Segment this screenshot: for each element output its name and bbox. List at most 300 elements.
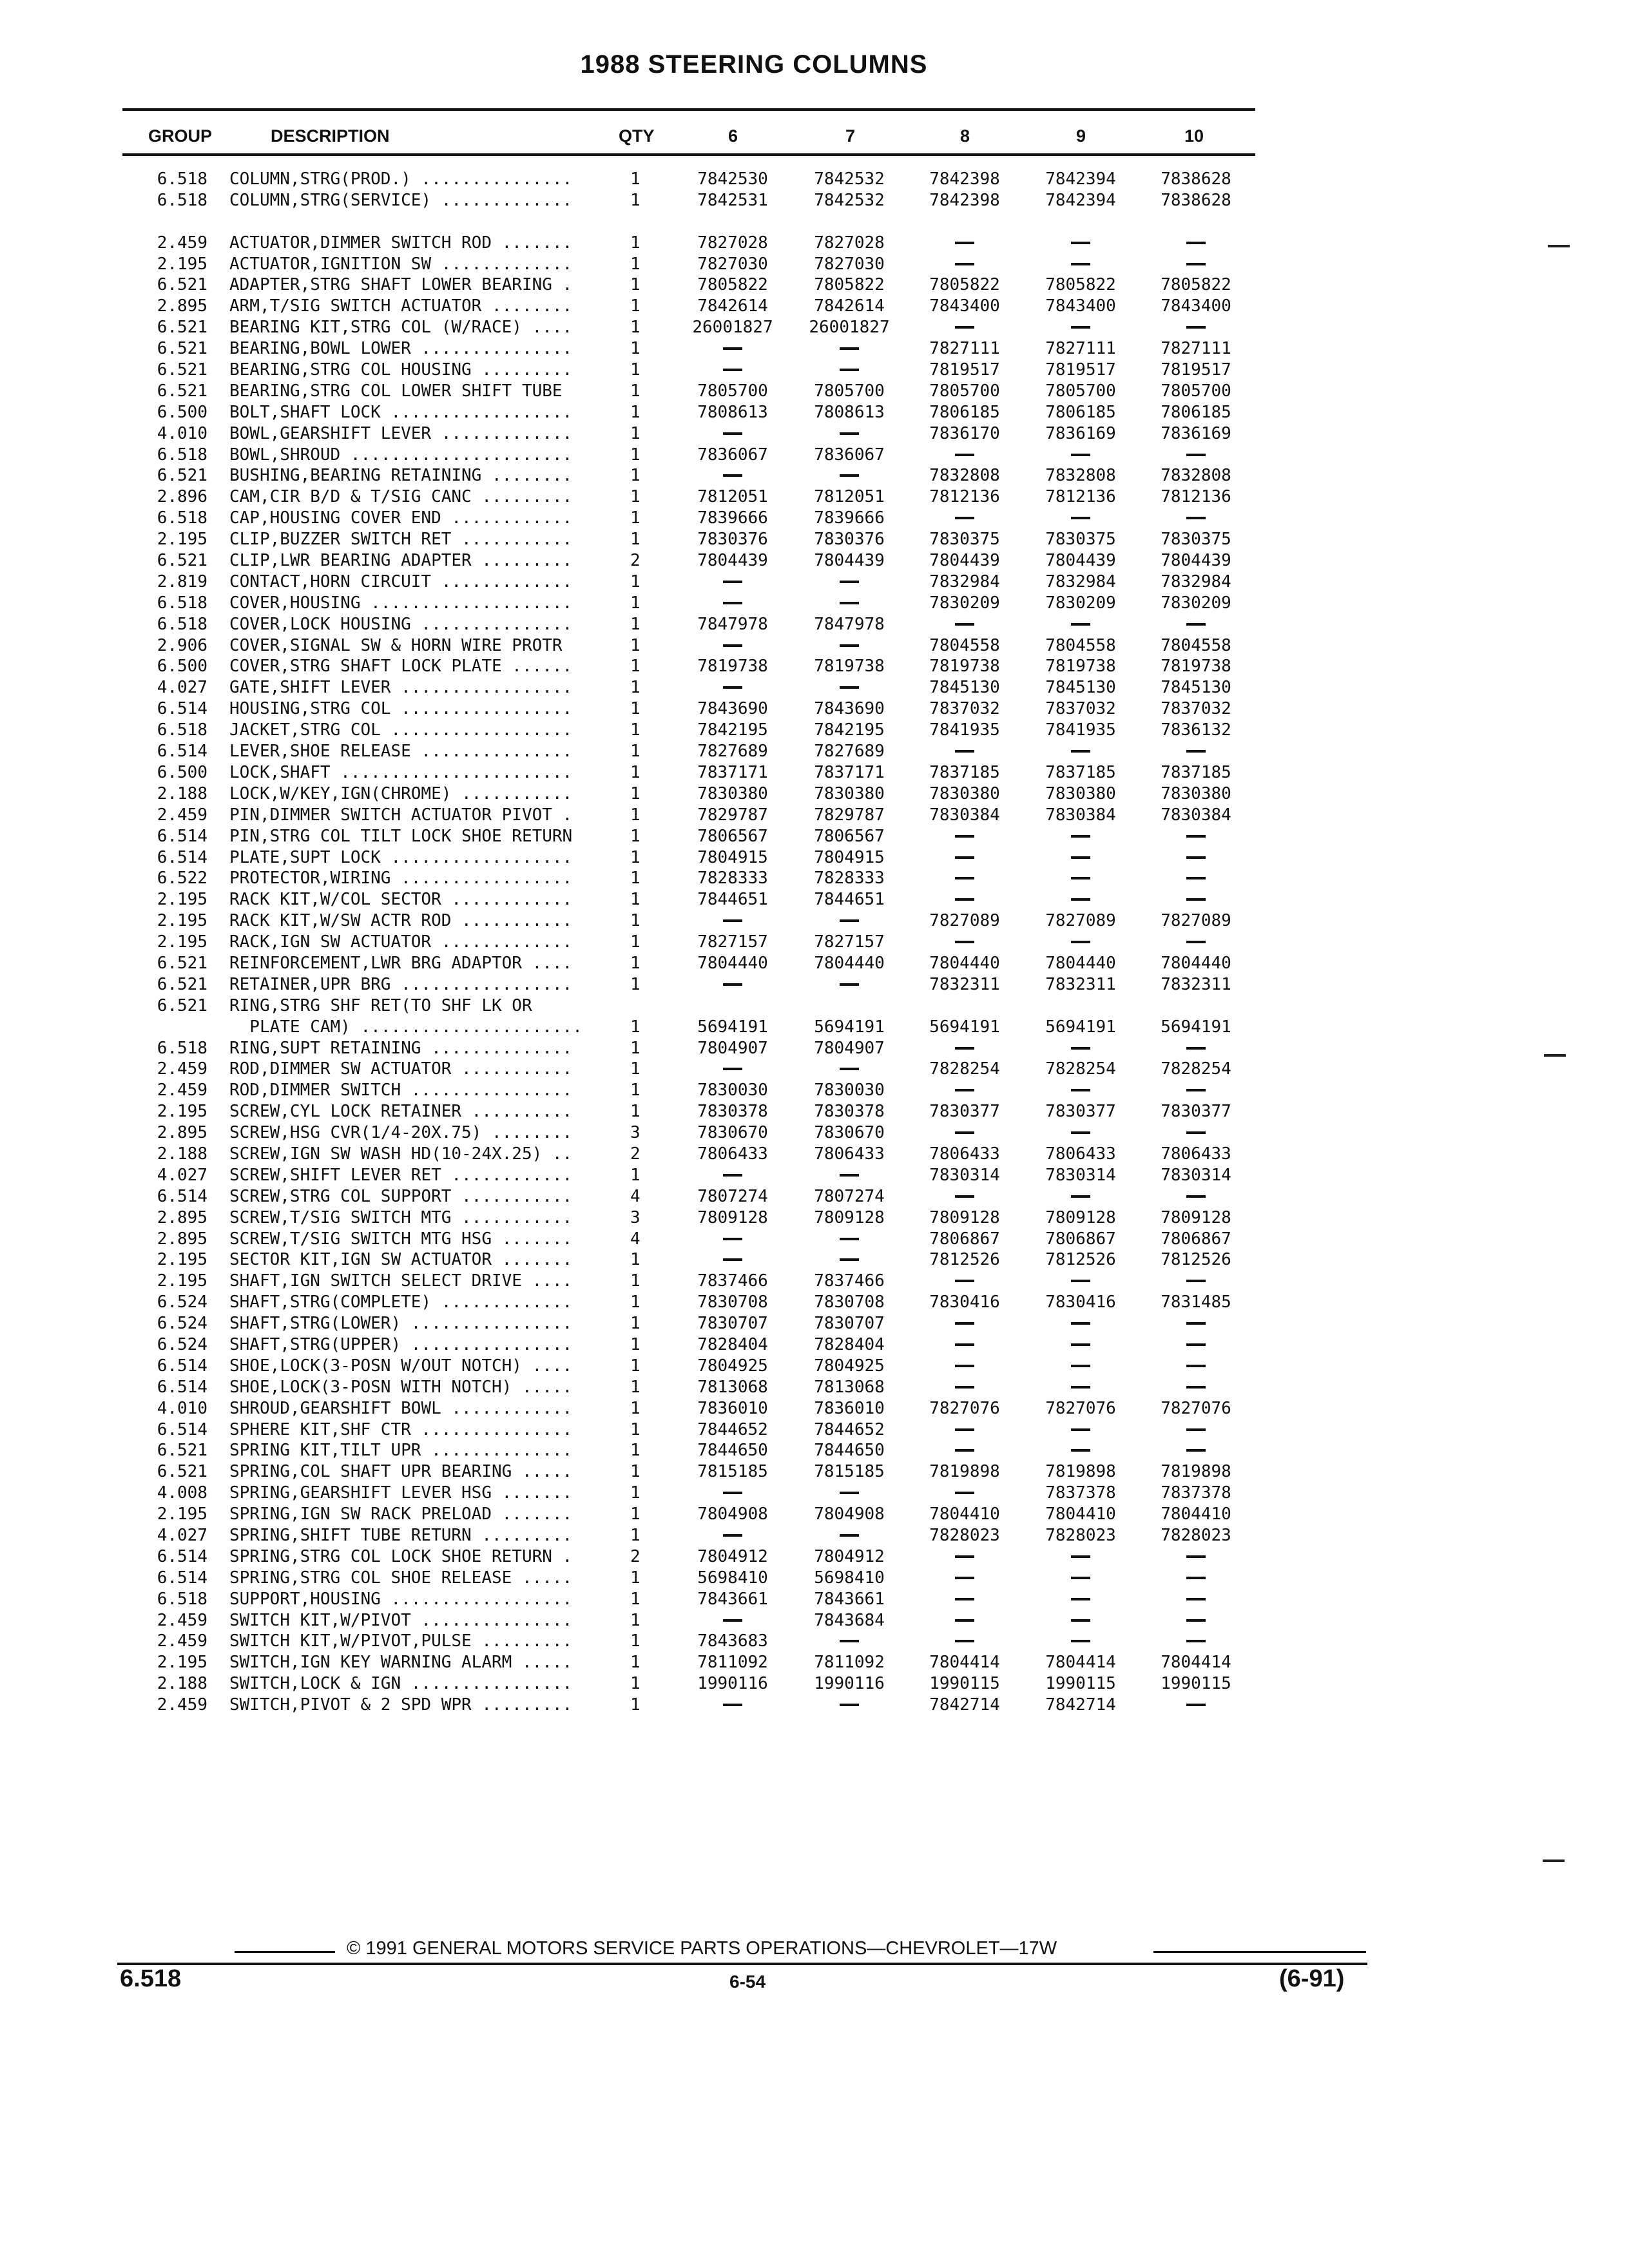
part-cell-9: 7842394 [1045,190,1116,210]
part-cell-8: 1990115 [929,1674,1000,1694]
table-row [0,1356,1629,1377]
part-cell-9: 7837378 [1045,1483,1116,1503]
description-cell: SHAFT,STRG(COMPLETE) ............. [229,1293,573,1312]
not-applicable-dash [955,623,974,626]
table-row [0,423,1629,445]
qty-cell: 1 [630,869,641,889]
part-cell-8: 7819898 [929,1462,1000,1482]
part-cell-9: 7812526 [1045,1250,1116,1270]
part-cell-8: 7843400 [929,296,1000,316]
part-cell-8: 7828023 [929,1526,1000,1545]
not-applicable-dash [840,602,859,604]
part-cell-6: 7804907 [697,1038,768,1058]
table-row [0,677,1629,698]
description-cell: ARM,T/SIG SWITCH ACTUATOR ........ [229,296,573,316]
qty-cell: 1 [630,1631,641,1651]
part-cell-6: 7804440 [697,953,768,973]
part-cell-9: 7812136 [1045,487,1116,507]
table-row [0,1059,1629,1080]
header-column-6: 6 [728,126,738,146]
description-cell: RACK,IGN SW ACTUATOR ............. [229,932,573,952]
group-cell: 6.524 [157,1314,207,1334]
group-cell: 2.188 [157,1674,207,1694]
header-rule [122,153,1255,156]
table-row [0,211,1629,233]
part-cell-6: 7804908 [697,1504,768,1524]
part-cell-9: 7830209 [1045,593,1116,613]
not-applicable-dash [955,1492,974,1494]
description-cell: SCREW,STRG COL SUPPORT ........... [229,1186,573,1206]
group-cell: 6.521 [157,953,207,973]
part-cell-10: 7819738 [1161,657,1231,677]
not-applicable-dash [1071,898,1090,901]
qty-cell: 1 [630,805,641,825]
qty-cell: 1 [630,911,641,931]
part-cell-9: 1990115 [1045,1674,1116,1694]
part-cell-9: 7827076 [1045,1398,1116,1418]
not-applicable-dash [955,1428,974,1431]
header-column-8: 8 [960,126,970,146]
part-cell-10: 7830377 [1161,1102,1231,1122]
description-cell: CLIP,BUZZER SWITCH RET ........... [229,530,573,550]
table-row [0,508,1629,529]
not-applicable-dash [1186,898,1206,901]
part-cell-8: 7805822 [929,275,1000,295]
part-cell-10: 7843400 [1161,296,1231,316]
description-cell: SHAFT,STRG(UPPER) ................ [229,1334,573,1354]
part-cell-9: 7832808 [1045,466,1116,486]
header-column-7: 7 [845,126,856,146]
not-applicable-dash [723,347,742,350]
part-cell-10: 7838628 [1161,190,1231,210]
qty-cell: 1 [630,530,641,550]
not-applicable-dash [1071,623,1090,626]
not-applicable-dash [1071,877,1090,879]
part-cell-8: 7812526 [929,1250,1000,1270]
qty-cell: 1 [630,318,641,338]
part-cell-7: 5694191 [814,1017,885,1037]
part-cell-8: 7804439 [929,551,1000,571]
part-cell-8: 7819517 [929,360,1000,380]
description-cell: ROD,DIMMER SWITCH ................ [229,1081,573,1100]
not-applicable-dash [1186,1577,1206,1579]
part-cell-7: 7815185 [814,1462,885,1482]
not-applicable-dash [1186,1343,1206,1346]
qty-cell: 1 [630,614,641,634]
not-applicable-dash [723,983,742,986]
part-cell-7: 7843684 [814,1610,885,1630]
header-description: DESCRIPTION [271,126,390,146]
not-applicable-dash [840,581,859,583]
qty-cell: 1 [630,1610,641,1630]
table-row [0,572,1629,593]
not-applicable-dash [723,581,742,583]
not-applicable-dash [840,686,859,689]
part-cell-10: 7830384 [1161,805,1231,825]
part-cell-6: 7805700 [697,381,768,401]
part-cell-7: 7804915 [814,847,885,867]
part-cell-10: 7828023 [1161,1526,1231,1545]
group-cell: 6.500 [157,402,207,422]
table-row [0,1144,1629,1165]
qty-cell: 1 [630,169,641,189]
description-cell: SWITCH,PIVOT & 2 SPD WPR ......... [229,1695,573,1715]
parts-table [0,169,1629,1716]
part-cell-10: 7838628 [1161,169,1231,189]
part-cell-8: 7819738 [929,657,1000,677]
description-cell: SPRING,COL SHAFT UPR BEARING ..... [229,1462,573,1482]
part-cell-6: 7811092 [697,1653,768,1673]
group-cell: 4.027 [157,1526,207,1545]
part-cell-10: 7831485 [1161,1293,1231,1312]
part-cell-6: 7812051 [697,487,768,507]
part-cell-7: 7804440 [814,953,885,973]
group-cell: 4.010 [157,423,207,443]
table-row [0,360,1629,381]
not-applicable-dash [1186,1598,1206,1600]
part-cell-7: 7830030 [814,1081,885,1100]
not-applicable-dash [955,1089,974,1091]
not-applicable-dash [1071,941,1090,943]
group-cell: 2.188 [157,1144,207,1164]
table-row [0,1695,1629,1716]
not-applicable-dash [955,1598,974,1600]
part-cell-10: 7827089 [1161,911,1231,931]
part-cell-6: 7837466 [697,1271,768,1291]
table-row [0,274,1629,296]
not-applicable-dash [723,474,742,477]
qty-cell: 1 [630,1165,641,1185]
part-cell-9: 7819898 [1045,1462,1116,1482]
part-cell-6: 7842531 [697,190,768,210]
part-cell-8: 7830377 [929,1102,1000,1122]
description-cell: SCREW,CYL LOCK RETAINER .......... [229,1102,573,1122]
part-cell-6: 7843683 [697,1631,768,1651]
part-cell-8: 7830380 [929,783,1000,803]
footer-page-number: 6-54 [729,1972,766,1992]
description-cell: BOWL,SHROUD ...................... [229,445,573,465]
group-cell: 6.524 [157,1293,207,1312]
not-applicable-dash [1186,1704,1206,1706]
description-cell: COVER,SIGNAL SW & HORN WIRE PROTR [229,635,563,655]
not-applicable-dash [955,1047,974,1050]
not-applicable-dash [955,1449,974,1452]
group-cell: 2.195 [157,1271,207,1291]
not-applicable-dash [723,369,742,371]
description-cell: SPRING KIT,TILT UPR .............. [229,1441,573,1461]
qty-cell: 1 [630,742,641,762]
part-cell-9: 7832984 [1045,572,1116,591]
part-cell-7: 7805700 [814,381,885,401]
description-cell: CAM,CIR B/D & T/SIG CANC ......... [229,487,573,507]
not-applicable-dash [1186,1555,1206,1558]
not-applicable-dash [1186,1428,1206,1431]
group-cell: 6.521 [157,1462,207,1482]
description-cell: SHAFT,STRG(LOWER) ................ [229,1314,573,1334]
table-row [0,1461,1629,1483]
table-row [0,953,1629,974]
group-cell: 6.518 [157,720,207,740]
description-cell: SPHERE KIT,SHF CTR ............... [229,1419,573,1439]
group-cell: 2.895 [157,1123,207,1143]
qty-cell: 1 [630,190,641,210]
table-row [0,486,1629,508]
part-cell-10: 7832808 [1161,466,1231,486]
part-cell-8: 7806185 [929,402,1000,422]
not-applicable-dash [1186,1449,1206,1452]
qty-cell: 2 [630,1546,641,1566]
description-cell: JACKET,STRG COL .................. [229,720,573,740]
group-cell: 6.514 [157,826,207,846]
description-cell: SCREW,T/SIG SWITCH MTG ........... [229,1207,573,1227]
group-cell: 2.195 [157,530,207,550]
part-cell-7: 7827689 [814,742,885,762]
part-cell-7: 7804925 [814,1356,885,1376]
group-cell: 6.514 [157,1546,207,1566]
description-cell: COVER,HOUSING .................... [229,593,573,613]
part-cell-6: 7843661 [697,1589,768,1609]
group-cell: 6.514 [157,699,207,719]
not-applicable-dash [955,835,974,838]
qty-cell: 1 [630,1674,641,1694]
not-applicable-dash [1071,835,1090,838]
part-cell-6: 7844651 [697,890,768,910]
not-applicable-dash [1071,454,1090,456]
qty-cell: 1 [630,445,641,465]
part-cell-8: 7832311 [929,974,1000,994]
group-cell: 6.518 [157,593,207,613]
description-cell: SPRING,GEARSHIFT LEVER HSG ....... [229,1483,573,1503]
part-cell-6: 7806433 [697,1144,768,1164]
not-applicable-dash [723,1619,742,1622]
not-applicable-dash [840,1704,859,1706]
not-applicable-dash [955,1131,974,1134]
part-cell-9: 5694191 [1045,1017,1116,1037]
part-cell-6: 7807274 [697,1186,768,1206]
group-cell: 6.521 [157,339,207,359]
table-row [0,1080,1629,1101]
not-applicable-dash [1186,326,1206,329]
qty-cell: 1 [630,381,641,401]
not-applicable-dash [1071,1386,1090,1389]
not-applicable-dash [840,347,859,350]
qty-cell: 1 [630,1504,641,1524]
table-row [0,254,1629,275]
description-cell: LOCK,W/KEY,IGN(CHROME) ........... [229,783,573,803]
not-applicable-dash [723,1258,742,1261]
part-cell-6: 1990116 [697,1674,768,1694]
table-row [0,550,1629,572]
header-column-10: 10 [1184,126,1204,146]
part-cell-6: 26001827 [692,318,773,338]
part-cell-10: 7812526 [1161,1250,1231,1270]
not-applicable-dash [840,1238,859,1240]
qty-cell: 1 [630,1589,641,1609]
description-cell: LEVER,SHOE RELEASE ............... [229,742,573,762]
qty-cell: 1 [630,1441,641,1461]
description-cell: SHOE,LOCK(3-POSN WITH NOTCH) ..... [229,1377,573,1397]
group-cell: 6.514 [157,1186,207,1206]
group-cell: 6.521 [157,974,207,994]
part-cell-7: 7844650 [814,1441,885,1461]
qty-cell: 1 [630,762,641,782]
not-applicable-dash [1071,1280,1090,1282]
table-row [0,741,1629,762]
not-applicable-dash [955,454,974,456]
part-cell-8: 7842398 [929,169,1000,189]
part-cell-7: 7839666 [814,508,885,528]
table-row [0,529,1629,550]
group-cell: 6.521 [157,466,207,486]
part-cell-6: 7827030 [697,254,768,274]
part-cell-9: 7819517 [1045,360,1116,380]
part-cell-7: 7830708 [814,1293,885,1312]
part-cell-7: 7804439 [814,551,885,571]
part-cell-8: 7832808 [929,466,1000,486]
not-applicable-dash [955,242,974,244]
part-cell-8: 5694191 [929,1017,1000,1037]
part-cell-7: 7842532 [814,190,885,210]
part-cell-10: 7805822 [1161,275,1231,295]
qty-cell: 1 [630,572,641,591]
qty-cell: 2 [630,1144,641,1164]
not-applicable-dash [1186,1089,1206,1091]
table-row [0,1122,1629,1144]
qty-cell: 1 [630,423,641,443]
top-rule [122,108,1255,111]
part-cell-10: 7804414 [1161,1653,1231,1673]
table-row [0,402,1629,423]
description-cell: ROD,DIMMER SW ACTUATOR ........... [229,1059,573,1079]
part-cell-9: 7806433 [1045,1144,1116,1164]
group-cell: 6.500 [157,657,207,677]
qty-cell: 1 [630,1419,641,1439]
qty-cell: 1 [630,1377,641,1397]
part-cell-8: 7804410 [929,1504,1000,1524]
group-cell: 2.459 [157,805,207,825]
not-applicable-dash [955,1343,974,1346]
footer-rule-left [235,1951,335,1953]
group-cell: 2.906 [157,635,207,655]
part-cell-6: 7828333 [697,869,768,889]
table-row [0,445,1629,466]
not-applicable-dash [955,1555,974,1558]
part-cell-7: 7842532 [814,169,885,189]
part-cell-6: 7829787 [697,805,768,825]
part-cell-7: 7844651 [814,890,885,910]
qty-cell: 1 [630,974,641,994]
table-row [0,932,1629,953]
description-cell: RING,SUPT RETAINING .............. [229,1038,573,1058]
not-applicable-dash [840,1068,859,1070]
part-cell-8: 7806433 [929,1144,1000,1164]
table-row [0,1631,1629,1652]
part-cell-6: 7827028 [697,233,768,253]
not-applicable-dash [1186,1280,1206,1282]
part-cell-7: 7828333 [814,869,885,889]
qty-cell: 1 [630,487,641,507]
not-applicable-dash [1186,242,1206,244]
part-cell-7: 5698410 [814,1568,885,1588]
table-row [0,1334,1629,1356]
qty-cell: 1 [630,1081,641,1100]
part-cell-7: 7836010 [814,1398,885,1418]
not-applicable-dash [1186,1640,1206,1642]
qty-cell: 1 [630,254,641,274]
page-title: 1988 STEERING COLUMNS [580,50,928,79]
not-applicable-dash [1186,835,1206,838]
group-cell: 2.896 [157,487,207,507]
part-cell-9: 7827089 [1045,911,1116,931]
table-row [0,1249,1629,1271]
group-cell: 4.010 [157,1398,207,1418]
not-applicable-dash [723,686,742,689]
part-cell-9: 7806185 [1045,402,1116,422]
description-cell: SHOE,LOCK(3-POSN W/OUT NOTCH) .... [229,1356,573,1376]
part-cell-7: 7805822 [814,275,885,295]
not-applicable-dash [723,1704,742,1706]
not-applicable-dash [1071,1131,1090,1134]
part-cell-8: 7827111 [929,339,1000,359]
table-row [0,1504,1629,1525]
part-cell-8: 7837032 [929,699,1000,719]
part-cell-7: 7828404 [814,1334,885,1354]
not-applicable-dash [840,369,859,371]
part-cell-7: 7809128 [814,1207,885,1227]
part-cell-8: 7827089 [929,911,1000,931]
group-cell: 6.518 [157,1589,207,1609]
not-applicable-dash [840,1534,859,1537]
not-applicable-dash [723,919,742,922]
part-cell-6: 7804915 [697,847,768,867]
part-cell-6: 7843690 [697,699,768,719]
group-cell: 4.027 [157,1165,207,1185]
not-applicable-dash [1186,454,1206,456]
qty-cell: 1 [630,1038,641,1058]
description-cell: SCREW,IGN SW WASH HD(10-24X.25) .. [229,1144,573,1164]
group-cell: 6.518 [157,169,207,189]
part-cell-10: 7837032 [1161,699,1231,719]
group-cell: 2.195 [157,254,207,274]
part-cell-6: 7806567 [697,826,768,846]
part-cell-6: 5698410 [697,1568,768,1588]
part-cell-8: 7812136 [929,487,1000,507]
part-cell-9: 7804439 [1045,551,1116,571]
not-applicable-dash [1186,877,1206,879]
part-cell-9: 7806867 [1045,1229,1116,1249]
not-applicable-dash [955,1365,974,1367]
part-cell-6: 7827689 [697,742,768,762]
description-cell: RING,STRG SHF RET(TO SHF LK OR [229,995,532,1015]
group-cell: 6.514 [157,847,207,867]
description-cell: BUSHING,BEARING RETAINING ........ [229,466,573,486]
group-cell: 2.459 [157,1695,207,1715]
table-row [0,1313,1629,1334]
table-row [0,656,1629,677]
not-applicable-dash [840,919,859,922]
description-cell: PLATE,SUPT LOCK .................. [229,847,573,867]
description-cell: COVER,LOCK HOUSING ............... [229,614,573,634]
table-row [0,338,1629,360]
description-cell: SPRING,IGN SW RACK PRELOAD ....... [229,1504,573,1524]
part-cell-10: 7806185 [1161,402,1231,422]
part-cell-6: 7842614 [697,296,768,316]
part-cell-8: 7828254 [929,1059,1000,1079]
part-cell-9: 7842394 [1045,169,1116,189]
part-cell-10: 7830380 [1161,783,1231,803]
qty-cell: 1 [630,932,641,952]
description-cell: BOLT,SHAFT LOCK .................. [229,402,573,422]
